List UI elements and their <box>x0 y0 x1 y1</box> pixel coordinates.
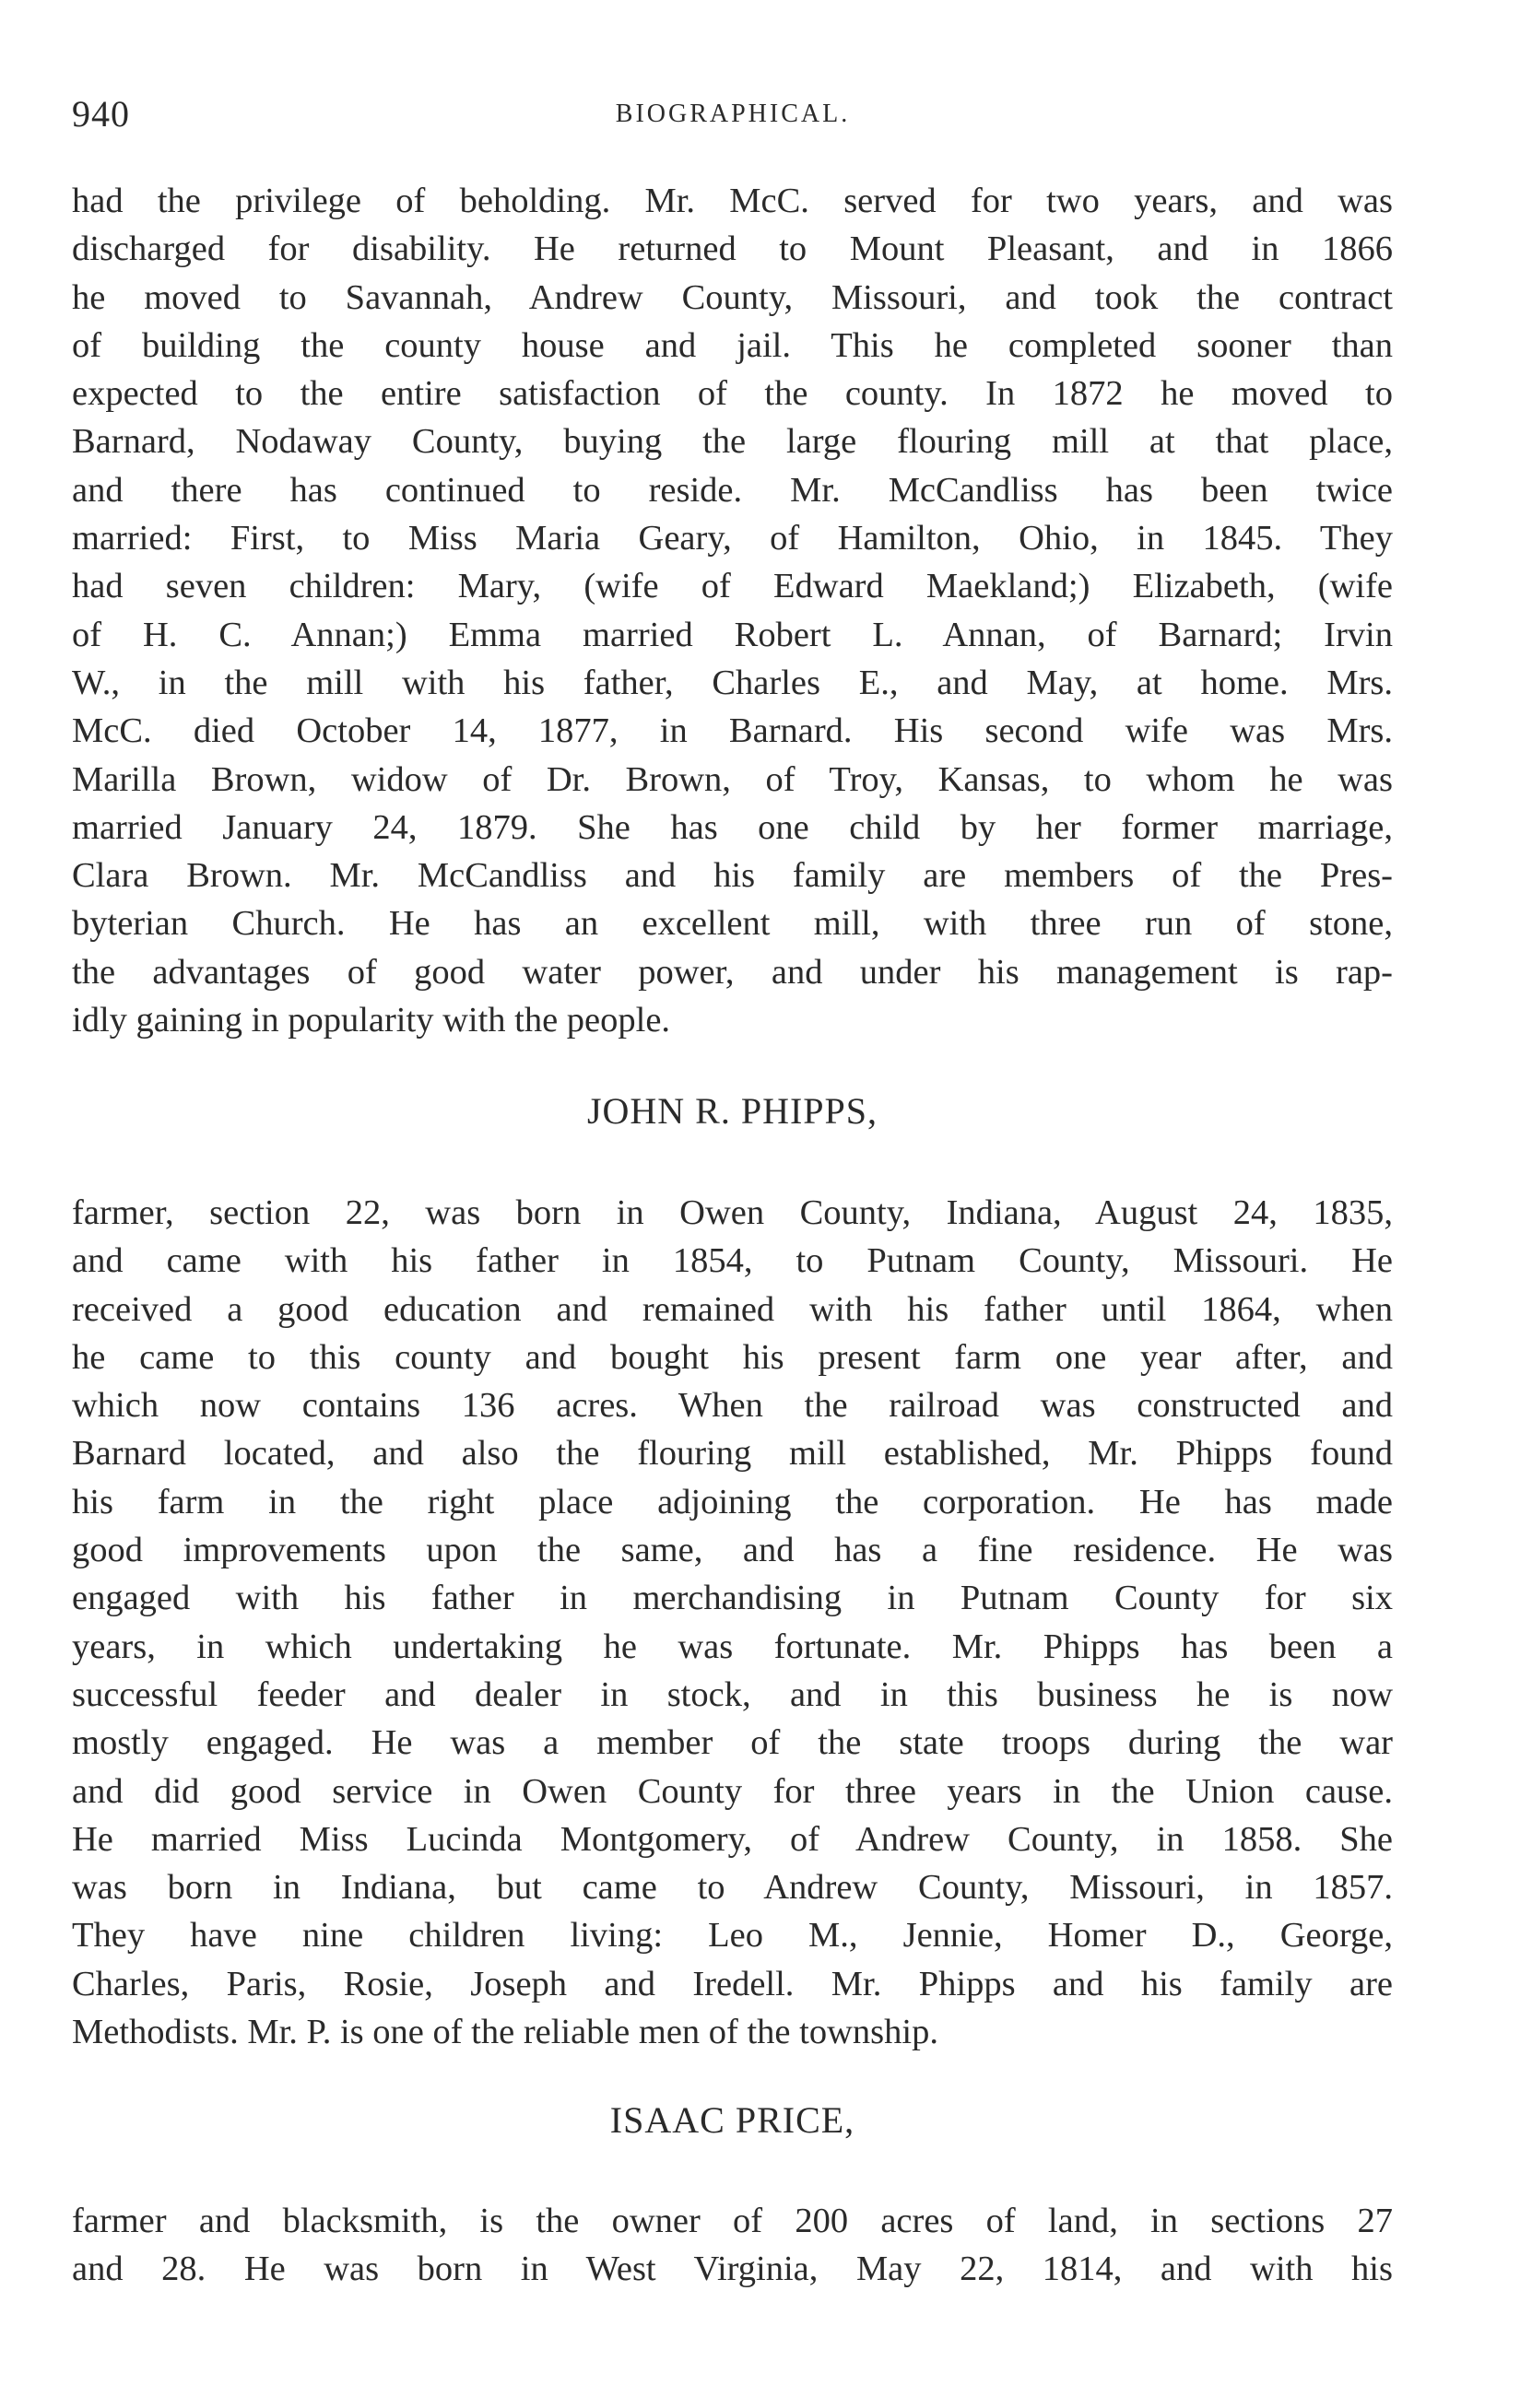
text-line: Clara Brown. Mr. McCandliss and his family are members of the Pres- <box>72 856 1393 896</box>
text-line: had seven children: Mary, (wife of Edward Maekland;) Elizabeth, (wife <box>72 567 1393 606</box>
text-line: Charles, Paris, Rosie, Joseph and Iredell. Mr. Phipps and his family are <box>72 1964 1393 2003</box>
text-line: He married Miss Lucinda Montgomery, of Andrew County, in 1858. She <box>72 1819 1393 1859</box>
text-line: They have nine children living: Leo M., Jennie, Homer D., George, <box>72 1916 1393 1956</box>
text-line: was born in Indiana, but came to Andrew County, Missouri, in 1857. <box>72 1868 1393 1908</box>
text-line: the advantages of good water power, and under his management is rap- <box>72 952 1393 992</box>
text-line: married: First, to Miss Maria Geary, of Hamilton, Ohio, in 1845. They <box>72 519 1393 558</box>
text-line: of building the county house and jail. This he completed sooner than <box>72 325 1393 365</box>
price-paragraph <box>72 2197 1393 2294</box>
phipps-paragraph <box>72 1189 1393 2056</box>
text-line: byterian Church. He has an excellent mill, with three run of stone, <box>72 904 1393 944</box>
text-line: he came to this county and bought his present farm one year after, and <box>72 1337 1393 1377</box>
text-line: had the privilege of beholding. Mr. McC. served for two years, and was <box>72 182 1393 220</box>
text-line: received a good education and remained with his father until 1864, when <box>72 1289 1393 1329</box>
text-line: he moved to Savannah, Andrew County, Missouri, and took the contract <box>72 277 1393 317</box>
text-line: expected to the entire satisfaction of the county. In 1872 he moved to <box>72 374 1393 414</box>
text-line: and 28. He was born in West Virginia, May 22, 1814, and with his <box>72 2249 1393 2289</box>
running-title: BIOGRAPHICAL. <box>615 100 851 128</box>
text-line: farmer, section 22, was born in Owen County, Indiana, August 24, 1835, <box>72 1193 1393 1232</box>
section-heading-price: ISAAC PRICE, <box>609 2099 855 2141</box>
text-line: successful feeder and dealer in stock, and in this business he is now <box>72 1674 1393 1714</box>
text-line: good improvements upon the same, and has a fine residence. He was <box>72 1531 1393 1570</box>
text-line: farmer and blacksmith, is the owner of 200 acres of land, in sections 27 <box>72 2202 1393 2240</box>
text-line: engaged with his father in merchandising in Putnam County for six <box>72 1579 1393 1618</box>
page-number: 940 <box>72 93 130 135</box>
text-line: married January 24, 1879. She has one child by her former marriage, <box>72 807 1393 847</box>
text-line: which now contains 136 acres. When the railroad was constructed and <box>72 1386 1393 1426</box>
text-line: and did good service in Owen County for three years in the Union cause. <box>72 1771 1393 1811</box>
text-line: W., in the mill with his father, Charles E., and May, at home. Mrs. <box>72 663 1393 702</box>
text-line: mostly engaged. He was a member of the state troops during the war <box>72 1723 1393 1763</box>
mccandliss-paragraph <box>72 177 1393 1044</box>
text-line: idly gaining in popularity with the people. <box>72 1001 671 1040</box>
text-line: and came with his father in 1854, to Putnam County, Missouri. He <box>72 1241 1393 1281</box>
text-line: Barnard located, and also the flouring mill established, Mr. Phipps found <box>72 1434 1393 1474</box>
text-line: Marilla Brown, widow of Dr. Brown, of Troy, Kansas, to whom he was <box>72 759 1393 799</box>
running-head <box>72 92 1394 147</box>
text-line: McC. died October 14, 1877, in Barnard. His second wife was Mrs. <box>72 711 1393 751</box>
text-line: discharged for disability. He returned to Mount Pleasant, and in 1866 <box>72 229 1393 269</box>
text-line: of H. C. Annan;) Emma married Robert L. Annan, of Barnard; Irvin <box>72 615 1393 654</box>
text-line: and there has continued to reside. Mr. McCandliss has been twice <box>72 470 1393 510</box>
text-line: Methodists. Mr. P. is one of the reliable men of the township. <box>72 2013 938 2052</box>
text-line: his farm in the right place adjoining the corporation. He has made <box>72 1482 1393 1521</box>
text-line: years, in which undertaking he was fortunate. Mr. Phipps has been a <box>72 1627 1393 1666</box>
section-heading-phipps: JOHN R. PHIPPS, <box>586 1090 878 1132</box>
text-line: Barnard, Nodaway County, buying the large flouring mill at that place, <box>72 422 1393 462</box>
